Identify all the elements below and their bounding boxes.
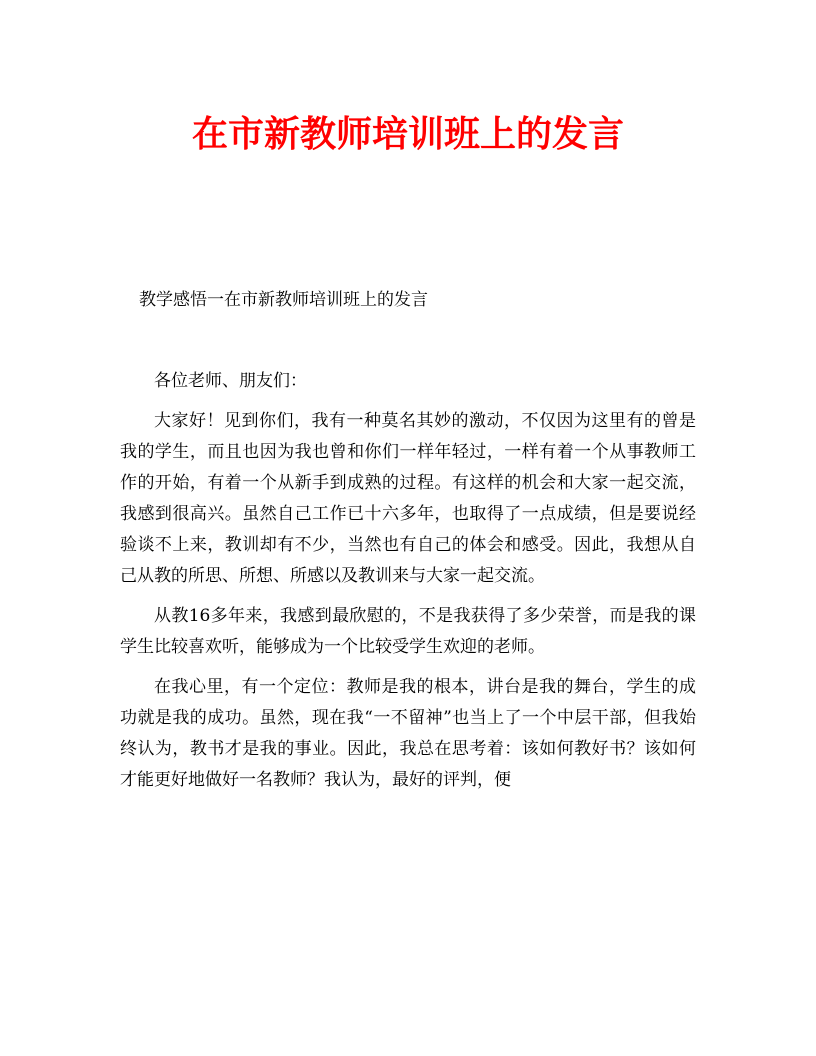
body-paragraph: 大家好！见到你们，我有一种莫名其妙的激动，不仅因为这里有的曾是我的学生，而且也因为我也曾和你们一样年轻过，一样有着一个从事教师工作的开始，有着一个从新手到成熟的过程。有这样的机会和大家一起交流，我感到很高兴。虽然自己工作已十六多年，也取得了一点成绩，但是要说经验谈不上来，教训却有不少，当然也有自己的体会和感受。因此，我想从自己从教的所思、所想、所感以及教训来与大家一起交流。 <box>120 411 696 586</box>
document-body <box>120 366 696 796</box>
salutation-paragraph: 各位老师、朋友们： <box>154 371 307 391</box>
body-paragraph: 在我心里，有一个定位：教师是我的根本，讲台是我的舞台，学生的成功就是我的成功。虽然，现在我“一不留神”也当上了一个中层干部，但我始终认为，教书才是我的事业。因此，我总在思考着：该如何教好书？该如何才能更好地做好一名教师？我认为，最好的评判，便 <box>120 677 696 790</box>
body-paragraph: 从教16多年来，我感到最欣慰的，不是我获得了多少荣誉，而是我的课学生比较喜欢听，能够成为一个比较受学生欢迎的老师。 <box>120 606 696 657</box>
document-title: 在市新教师培训班上的发言 <box>191 113 624 155</box>
document-subtitle: 教学感悟一在市新教师培训班上的发言 <box>139 290 428 310</box>
